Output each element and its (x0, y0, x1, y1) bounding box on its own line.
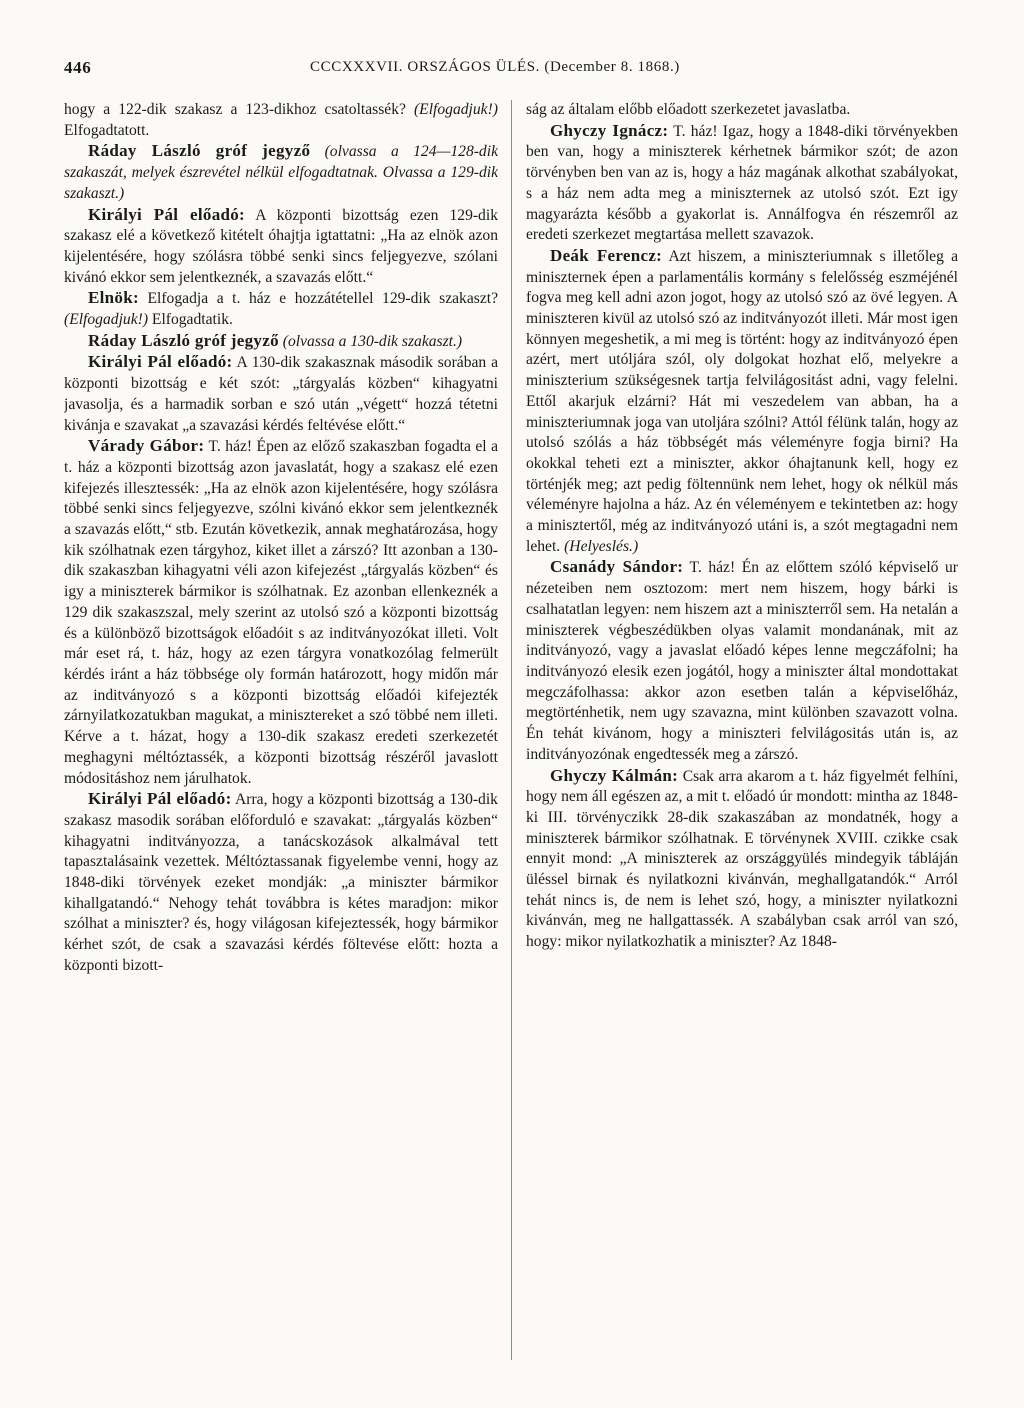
paragraph (526, 100, 958, 121)
speech-text: A központi bizottság ezen 129-dik szakasz elé a következő kitételt óhajtja igtattatni: „Ha az elnök azon kijelentésére, hogy szólásra többé senki sincs feljegyezve, szólani kivánó ekkor sem jelentkeznék, a szavazás előtt.“ (64, 206, 498, 286)
speaker-name: Ráday László gróf jegyző (88, 141, 311, 161)
speaker-name: Elnök: (88, 288, 139, 308)
speaker-name: Ghyczy Kálmán: (550, 765, 679, 785)
speech-text: T. ház! Igaz, hogy a 1848-diki törvényekben ben van, hogy a miniszterek kérhetnek bármikor szót; de azon törvényben ben van az is, hogy a ház magának alkothat szabályokat, s a ház nem adta meg a miniszternek az utolsó szót. Ezt igy magyarázta később a gyakorlat is. Annálfogva én részemről az eredeti szerkezet megtartása mellett szavazok. (526, 122, 958, 244)
speaker-name: Csanády Sándor: (550, 557, 684, 577)
paragraph (64, 352, 498, 436)
paragraph (526, 557, 958, 765)
column-divider (511, 100, 512, 1360)
paragraph (64, 141, 498, 204)
speaker-name: Deák Ferencz: (550, 245, 663, 265)
speech-text: Elfogadja a t. ház e hozzátétellel 129-dik szakaszt? (138, 290, 498, 308)
italic-text: (olvassa a 130-dik szakaszt.) (282, 332, 463, 350)
speaker-name: Várady Gábor: (88, 436, 205, 456)
speech-text: Elfogadtatik. (148, 311, 233, 329)
speech-text: Elfogadtatott. (64, 121, 150, 139)
paragraph (526, 246, 958, 558)
paragraph (64, 288, 498, 330)
right-column (526, 100, 958, 1390)
speaker-name: Ghyczy Ignácz: (550, 120, 669, 140)
speech-text: T. ház! Épen az előző szakaszban fogadta el a t. ház a központi bizottság azon javaslatát, hogy a szakasz elé ezen kifejezés illesztessék: „Ha az elnök azon kijelentésére, hogy szólásra többé senki sincs feljegyezve, szólni kivánó ekkor sem jelentkeznék a szavazás előtt,“ stb. Ezután következik, annak meghatározása, hogy kik szólhatnak ezen tárgyhoz, kiket illet a zárszó? Itt azonban a 130-dik szakaszban kihagyatni véli azon kifejezést „tárgyalás közben“ és igy a miniszterek bármikor is szólhatnak. Ez azonban ellenkeznék a 129 dik szakaszszal, mely szerint az utolsó szó a központi bizottság és a különböző bizottságok előadóit s az inditványozókat illeti. Volt már eset rá, t. ház, hogy az ezen tárgyra vonatkozólag felmerült kérdés iránt a ház többsége oly formán határozott, hogy midőn már az inditványozó s a központi bizottság előadói kifejezték zárnyilatkozatukban magukat, a minisztereket a szó többé nem illeti. Kérve a t. házat, hogy a 130-dik szakasz eredeti szerkezetét meghagyni méltóztassék, a központi bizottság részéről javaslott módositáshoz nem járulhatok. (64, 438, 498, 787)
speech-text: ság az általam előbb előadott szerkezetet javaslatba. (526, 101, 851, 118)
speaker-name: Királyi Pál előadó: (88, 204, 246, 224)
italic-text: (Elfogadjuk!) (64, 311, 149, 329)
speaker-name: Királyi Pál előadó: (88, 352, 233, 372)
page-header (64, 58, 960, 84)
speech-text: Csak arra akarom a t. ház figyelmét felhíni, hogy nem áll egészen az, a mit t. előadó úr mondott: mintha az 1848-ki III. törvényczikk 28-dik szakaszában az mondatnék, hogy a miniszterek bármikor szólhatnak. E törvénynek XVIII. czikke csak ennyit mond: „A miniszterek az országgyülés mindegyik tábláján üléssel birnak és nyilatkozni kivánván, meghallgatandók.“ Arról tehát nincs is, de nem is lehet szó, hogy, a miniszter nyilatkozni kivánván, meg ne hallgattassék. A szabályban csak arról van szó, hogy: mikor nyilatkozhatik a miniszter? Az 1848- (526, 767, 958, 951)
paragraph (64, 331, 498, 353)
speaker-name: Királyi Pál előadó: (88, 789, 232, 809)
paragraph (526, 121, 958, 246)
italic-text: (Elfogadjuk!) (413, 101, 498, 118)
speaker-name: Ráday László gróf jegyző (88, 330, 279, 350)
speech-text: T. ház! Én az előttem szóló képviselő ur nézeteiben nem osztozom: mert nem hiszem, hogy bárki is csalhatatlan legyen: nem hiszem azt a miniszterről sem. Ha netalán a miniszterek végbeszédükben olyas valamit mondanának, mit az inditványozó, vagy a javaslat előadó képes lenne megczáfolni; ha inditványozó elesik ezen jogától, hogy a miniszter által mondottakat megczáfolhassa: akkor azon esetben talán a képviselőház, megtörténhetik, nem ugy szavazna, mint különben szavazott volna. Én tehát kivánom, hogy a miniszteri felvilágositás után is, az inditványozónak engedtessék meg a zárszó. (526, 559, 958, 763)
paragraph (64, 436, 498, 789)
left-column (64, 100, 498, 1390)
paragraph (64, 100, 498, 141)
speech-text: A 130-dik szakasznak második sorában a központi bizottság e két szót: „tárgyalás közben“ kihagyatni javasolja, és a harmadik sorban e szó után „végett“ hozzá tétetni kivánja e szavakat „a szavazási kérdés feltévése előtt.“ (64, 354, 498, 434)
speech-text: hogy a 122-dik szakasz a 123-dikhoz csatoltassék? (64, 101, 414, 118)
italic-text: (Helyeslés.) (564, 537, 639, 555)
speech-text: Azt hiszem, a miniszteriumnak s illetőleg a miniszternek épen a parlamentális kormány s felelősség eszméjénél fogva meg kell adni azon jogot, hogy az utolsó szó az övé legyen. A miniszteren kivül az utolsó szó az inditványozót illeti. Már most igen könnyen megeshetik, a mi meg is történt: hogy az inditványozó épen azért, mert utóljára szól, oly dolgokat hozhat elő, melyekre a miniszterium szükségesnek tartja felvilágositást adni, vagy felelni. Ettől akarjuk elzárni? Hát mi veszedelem van abban, ha a miniszteriumnak joga van utoljára szólni? Attól félünk talán, hogy az utolsó szólás a ház többségét más véleményre fogja birni? Ha okokkal teheti ezt a miniszter, akkor óhajtanunk kell, hogy ez történjék meg; azt pedig föltennünk nem lehet, hogy ok nélkül más véleményre hajolna a ház. Az én véleményem e tekintetben az: hogy a minisztertől, még az inditványozó utáni is, a szót megtagadni nem lehet. (526, 247, 958, 555)
italic-text: (olvassa a 124—128-dik szakaszát, melyek észrevétel nélkül elfogadtatnak. Olvassa a 129-dik szakaszt.) (64, 143, 498, 202)
running-head: CCCXXXVII. ORSZÁGOS ÜLÉS. (December 8. 1868.) (310, 59, 680, 75)
page-number: 446 (64, 58, 92, 77)
speech-text: Arra, hogy a központi bizottság a 130-dik szakasz masodik sorában előforduló e szavakat: „tárgyalás közben“ kihagyatni inditványozza, a tanácskozások alkalmával tett tapasztalásaink vezettek. Méltóztassanak figyelembe venni, hogy az 1848-diki törvények ezeket mondják: „a miniszter bármikor kihallgatandó.“ Nehogy tehát továbbra is kétes maradjon: mikor szólhat a miniszter? és, hogy világosan kifejeztessék, hogy bármikor kérhet szót, de csak a szavazási kérdés föltevése előtt: hozta a központi bizott- (64, 791, 498, 974)
paragraph (64, 789, 498, 976)
paragraph (526, 766, 958, 953)
speech-text (310, 143, 324, 160)
paragraph (64, 205, 498, 289)
